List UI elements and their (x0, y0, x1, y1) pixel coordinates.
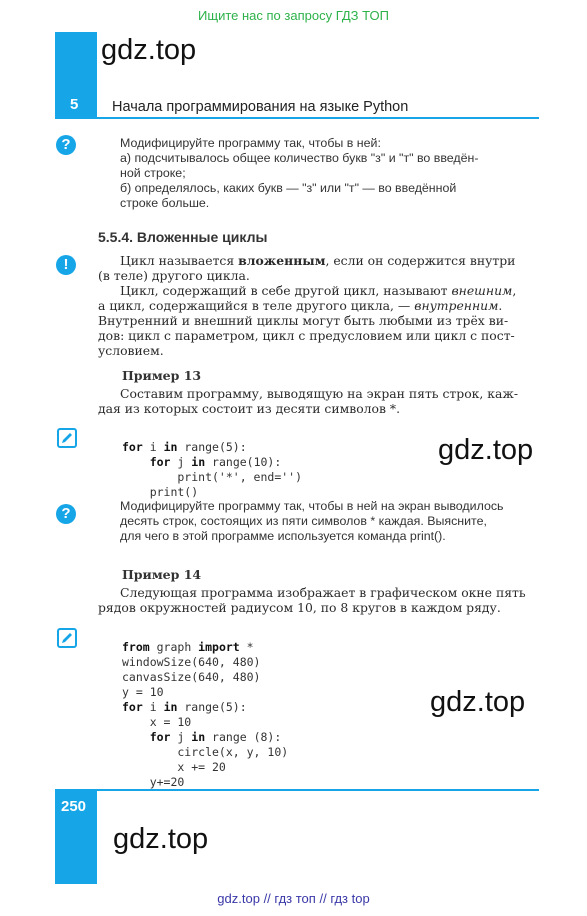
example-14-title: Пример 14 (122, 567, 202, 582)
example-14-text (98, 585, 539, 615)
watermark-lower: gdz.top (430, 686, 526, 718)
code-line: circle(x, y, 10) (122, 745, 289, 759)
definition-text-part: , если он содержится внутри (325, 253, 516, 268)
term-inner: внутренним (414, 298, 499, 313)
watermark-middle: gdz.top (438, 434, 534, 466)
pencil-icon (57, 628, 77, 648)
pencil-icon (57, 428, 77, 448)
definition-text-part: Цикл называется (120, 253, 239, 268)
term-nested: вложенным (238, 253, 326, 268)
example-13-text (98, 386, 539, 416)
definition-text-part: а цикл, содержащийся в теле другого цикла, — (98, 298, 415, 313)
code-line: canvasSize(640, 480) (122, 670, 261, 684)
code-line: for j in range(10): (149, 455, 282, 469)
footer-link[interactable]: гдз топ (274, 891, 316, 906)
footer-separator: // (319, 891, 327, 906)
code-line: from graph import * (122, 640, 254, 654)
footer-rule (55, 789, 539, 791)
definition-text-part: условием. (98, 343, 164, 358)
code-block-14 (122, 625, 288, 805)
question-icon: ? (56, 135, 76, 155)
term-outer: внешним (451, 283, 513, 298)
footer-link[interactable]: gdz.top (217, 891, 260, 906)
code-line: for j in range (8): (149, 730, 282, 744)
code-line: for i in range(5): (122, 700, 247, 714)
task-2-line: десять строк, состоящих из пяти символов * каждая. Выясните, (120, 514, 487, 528)
code-line: print('*', end='') (122, 470, 303, 484)
chapter-number: 5 (70, 96, 79, 113)
footer-link[interactable]: гдз top (330, 891, 370, 906)
code-line: windowSize(640, 480) (122, 655, 261, 669)
definition-text-part: Внутренний и внешний циклы могут быть любыми из трёх ви- (98, 313, 509, 328)
watermark-header: gdz.top (101, 34, 197, 66)
footer-separator: // (263, 891, 271, 906)
example-14-line: Следующая программа изображает в графическом окне пять (120, 585, 526, 600)
task-1-line: ной строке; (120, 166, 186, 180)
task-2 (120, 499, 540, 544)
example-13-title: Пример 13 (122, 368, 202, 383)
example-13-line: дая из которых состоит из десяти символов *. (98, 401, 401, 416)
code-line: x += 20 (122, 760, 226, 774)
example-13-line: Составим программу, выводящую на экран пять строк, каж- (120, 386, 519, 401)
definition-text-part: (в теле) другого цикла. (98, 268, 250, 283)
question-icon: ? (56, 504, 76, 524)
code-line: y+=20 (122, 775, 185, 789)
task-1 (120, 136, 540, 211)
task-1-line: а) подсчитывалось общее количество букв "з" и "т" во введён- (120, 151, 479, 165)
section-heading: 5.5.4. Вложенные циклы (98, 229, 268, 245)
definition-text (98, 253, 539, 358)
example-14-line: рядов окружностей радиусом 10, по 8 кругов в каждом ряду. (98, 600, 501, 615)
watermark-footer: gdz.top (113, 823, 209, 855)
definition-text-part: , (512, 283, 517, 298)
top-banner[interactable]: Ищите нас по запросу ГДЗ ТОП (198, 8, 389, 23)
definition-text-part: . (498, 298, 503, 313)
page-number: 250 (61, 798, 87, 815)
task-1-line: б) определялось, каких букв — "з" или "т" — во введённой (120, 181, 457, 195)
footer-links (0, 891, 587, 906)
definition-text-part: Цикл, содержащий в себе другой цикл, называют (120, 283, 452, 298)
definition-text-part: дов: цикл с параметром, цикл с предусловием или цикл с пост- (98, 328, 515, 343)
header-rule (55, 117, 539, 119)
task-1-line: Модифицируйте программу так, чтобы в ней: (120, 136, 381, 150)
task-2-line: для чего в этой программе используется команда print(). (120, 529, 446, 543)
code-line: for i in range(5): (122, 440, 247, 454)
exclamation-icon: ! (56, 255, 76, 275)
code-line: print() (122, 485, 199, 499)
code-line: y = 10 (122, 685, 164, 699)
code-line: x = 10 (122, 715, 192, 729)
task-1-line: строке больше. (120, 196, 210, 210)
chapter-title: Начала программирования на языке Python (112, 99, 409, 115)
task-2-line: Модифицируйте программу так, чтобы в ней на экран выводилось (120, 499, 504, 513)
